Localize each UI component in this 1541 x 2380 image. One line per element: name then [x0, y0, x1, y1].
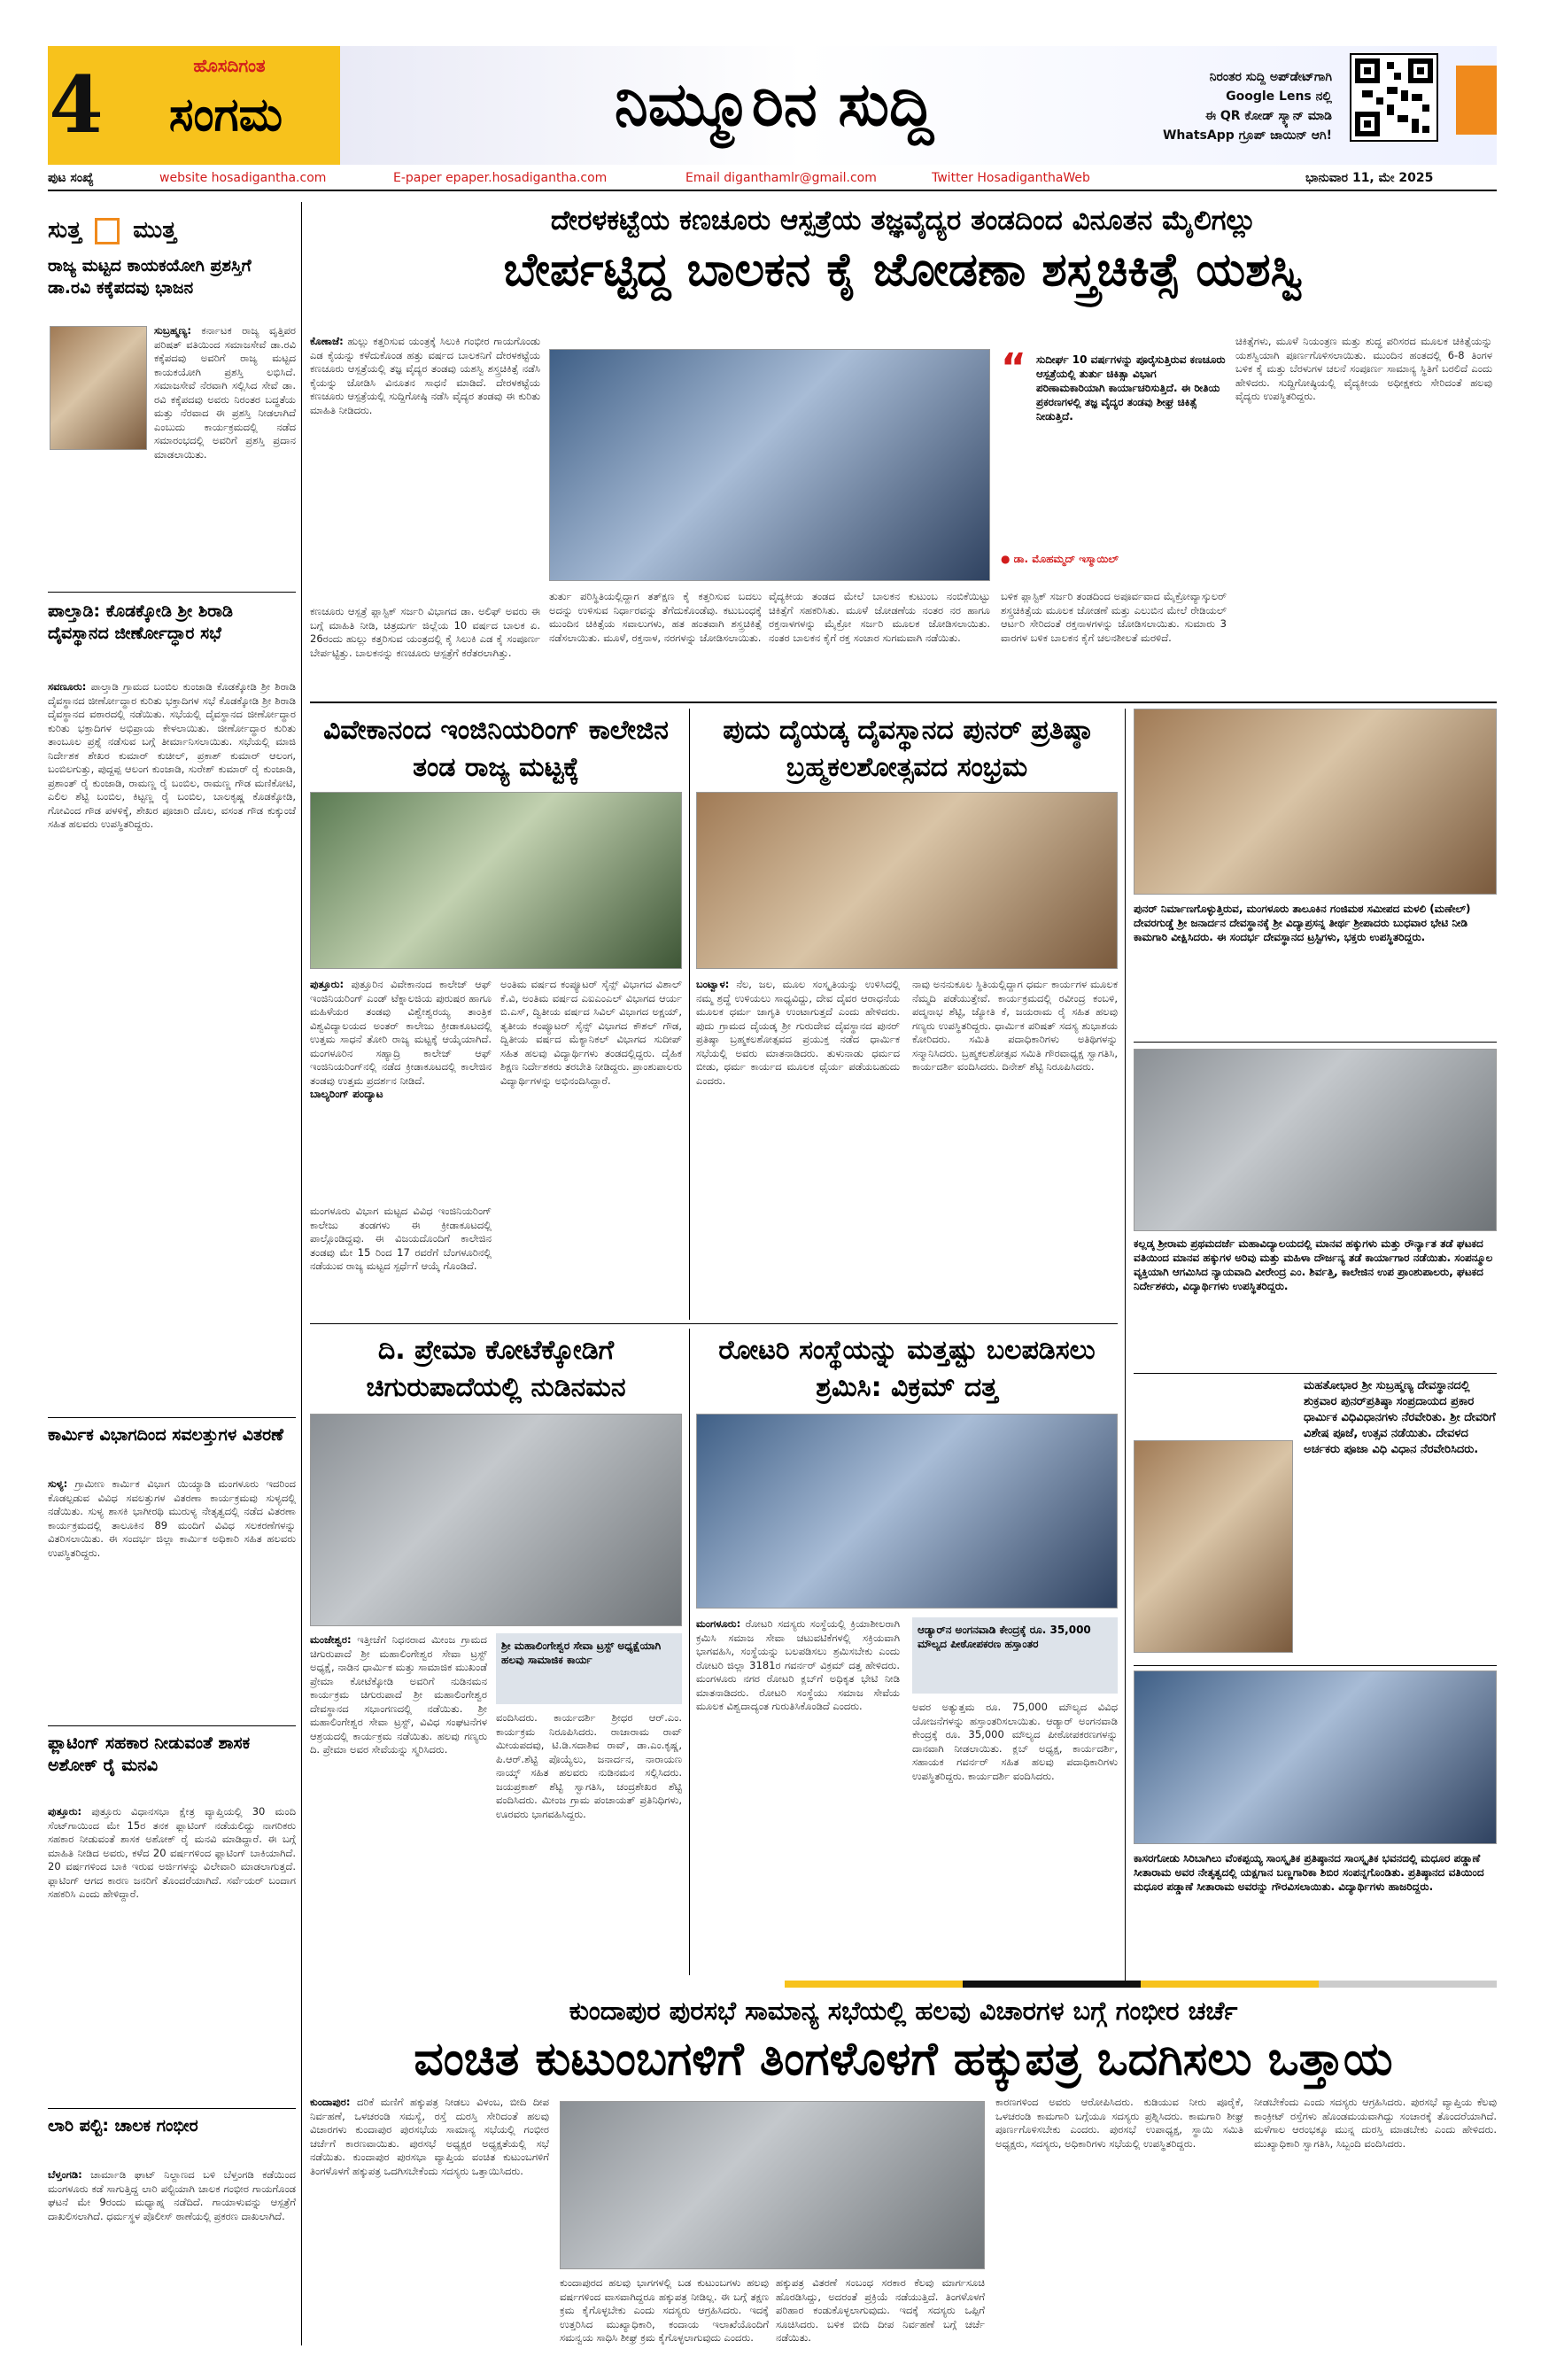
lead-body-1: ಹುಲ್ಲು ಕತ್ತರಿಸುವ ಯಂತ್ರಕ್ಕೆ ಸಿಲುಕಿ ಗಂಭೀರ ಗಾಯಗೊಂಡು ಎಡ ಕೈಯನ್ನು ಕಳೆದುಕೊಂಡ ಹತ್ತು ವರ್ಷದ ಬಾಲಕನಿಗೆ ದೇರಳಕಟ್ಟೆಯ ಕಣಚೂರು ಆಸ್ಪತ್ರೆಯಲ್ಲಿ ತಜ್ಞ ವೈದ್ಯರ ತಂಡವು ಯಶಸ್ವಿ ಶಸ್ತ್ರಚಿಕಿತ್ಸೆ ನಡೆಸಿ ಕೈಯನ್ನು ಜೋಡಿಸಿ ವಿನೂತನ ಸಾಧನೆ ಮಾಡಿದೆ. ದೇರಳಕಟ್ಟೆಯ ಕಣಚೂರು ಆಸ್ಪತ್ರೆಯಲ್ಲಿ ಸುದ್ದಿಗೋಷ್ಠಿ ನಡೆಸಿ ವೈದ್ಯರ ತಂಡವು ಈ ಕುರಿತು ಮಾಹಿತಿ ನೀಡಿದರು.: [310, 335, 540, 416]
right-divider-2: [1134, 1373, 1497, 1374]
kundapura-col-5: ನೀಡಬೇಕೆಂದು ಎಂದು ಸದಸ್ಯರು ಆಗ್ರಹಿಸಿದರು. ಪುರಸಭೆ ವ್ಯಾಪ್ತಿಯ ಕೆಲವು ಕಾಂಕ್ರೀಟ್ ರಸ್ತೆಗಳು ಹೊಂಡಮಯವಾಗಿದ್ದು ಸಂಚಾರಕ್ಕೆ ತೊಂದರೆಯಾಗಿದೆ. ಮಳೆಗಾಲ ಆರಂಭಕ್ಕೂ ಮುನ್ನ ದುರಸ್ತಿ ಮಾಡಬೇಕು ಎಂದು ಹೇಳಿದರು. ಮುಖ್ಯಾಧಿಕಾರಿ ಸ್ವಾಗತಿಸಿ, ಸಿಬ್ಬಂದಿ ವಂದಿಸಿದರು.: [1254, 2096, 1497, 2150]
lead-headline: ಬೇರ್ಪಟ್ಟಿದ್ದ ಬಾಲಕನ ಕೈ ಜೋಡಣಾ ಶಸ್ತ್ರಚಿಕಿತ್ಸೆ ಯಶಸ್ವಿ: [503, 244, 1304, 297]
qr-line-1: ನಿರಂತರ ಸುದ್ದಿ ಅಪ್‌ಡೇಟ್‌ಗಾಗಿ: [1209, 70, 1332, 84]
rotary-col-2: ಅವರ ಅತ್ಯುತ್ತಮ ರೂ. 75,000 ಮೌಲ್ಯದ ವಿವಿಧ ಯೋಜನೆಗಳನ್ನು ಹಸ್ತಾಂತರಿಸಲಾಯಿತು. ಆಡ್ಯಾರ್ ಅಂಗನವಾಡಿ ಕೇಂದ್ರಕ್ಕೆ ರೂ. 35,000 ಮೌಲ್ಯದ ಪೀಠೋಪಕರಣಗಳನ್ನು ದಾನವಾಗಿ ನೀಡಲಾಯಿತು. ಕ್ಲಬ್ ಅಧ್ಯಕ್ಷ, ಕಾರ್ಯದರ್ಶಿ, ಸಹಾಯಕ ಗವರ್ನರ್ ಸಹಿತ ಹಲವು ಪದಾಧಿಕಾರಿಗಳು ಉಪಸ್ಥಿತರಿದ್ದರು. ಕಾರ್ಯದರ್ಶಿ ವಂದಿಸಿದರು.: [912, 1701, 1118, 1782]
rotary-sidebar-box: [912, 1617, 1118, 1694]
profile-photo: [50, 326, 147, 450]
page-number: 4: [49, 58, 104, 151]
qr-line-4: WhatsApp ಗ್ರೂಪ್ ಜಾಯಿನ್ ಆಗಿ!: [1162, 128, 1332, 143]
puduvai-place: ಬಂಟ್ವಾಳ:: [696, 978, 730, 990]
prema-body: ಇತ್ತೀಚೆಗೆ ನಿಧನರಾದ ಮೀಂಜ ಗ್ರಾಮದ ಚಿಗುರುಪಾದೆ ಶ್ರೀ ಮಹಾಲಿಂಗೇಶ್ವರ ಸೇವಾ ಟ್ರಸ್ಟ್ ಅಧ್ಯಕ್ಷೆ, ನಾಡಿನ ಧಾರ್ಮಿಕ ಮತ್ತು ಸಾಮಾಜಿಕ ಮುಖಂಡೆ ಪ್ರೇಮಾ ಕೋಟೆಕ್ಕೋಡಿ ಅವರಿಗೆ ನುಡಿನಮನ ಕಾರ್ಯಕ್ರಮ ಚಿಗುರುಪಾದೆ ಶ್ರೀ ಮಹಾಲಿಂಗೇಶ್ವರ ದೇವಸ್ಥಾನದ ಸಭಾಂಗಣದಲ್ಲಿ ನಡೆಯಿತು. ಶ್ರೀ ಮಹಾಲಿಂಗೇಶ್ವರ ಸೇವಾ ಟ್ರಸ್ಟ್, ವಿವಿಧ ಸಂಘಟನೆಗಳ ಆಶ್ರಯದಲ್ಲಿ ಕಾರ್ಯಕ್ರಮ ನಡೆಯಿತು. ಹಲವು ಗಣ್ಯರು ದಿ. ಪ್ರೇಮಾ ಅವರ ಸೇವೆಯನ್ನು ಸ್ಮರಿಸಿದರು.: [310, 1633, 487, 1756]
left-story-3-text: ಗ್ರಾಮೀಣ ಕಾರ್ಮಿಕ ವಿಭಾಗ ಯಿಯ್ಯಾಡಿ ಮಂಗಳೂರು ಇದರಿಂದ ಕೊಡಲ್ಪಡುವ ವಿವಿಧ ಸವಲತ್ತುಗಳ ವಿತರಣಾ ಕಾರ್ಯಕ್ರಮವು ಸುಳ್ಯದಲ್ಲಿ ನಡೆಯಿತು. ಸುಳ್ಯ ಶಾಸಕಿ ಭಾಗೀರಥಿ ಮುರುಳ್ಯ ನೇತೃತ್ವದಲ್ಲಿ ನಡೆದ ವಿತರಣಾ ಕಾರ್ಯಕ್ರಮದಲ್ಲಿ ತಾಲೂಕಿನ 89 ಮಂದಿಗೆ ವಿವಿಧ ಸಲಕರಣೆಗಳನ್ನು ವಿತರಿಸಲಾಯಿತು. ಈ ಸಂದರ್ಭ ಜಿಲ್ಲಾ ಕಾರ್ಮಿಕ ಅಧಿಕಾರಿ ಸಹಿತ ಹಲವರು ಉಪಸ್ಥಿತರಿದ್ದರು.: [48, 1477, 296, 1559]
qr-line-2: Google Lens ನಲ್ಲಿ: [1226, 89, 1332, 104]
right-photo-4: [1134, 1671, 1497, 1963]
info-bar: [48, 168, 1497, 188]
mid-rule-2: [1125, 709, 1126, 1984]
left-story-1-place: ಸುಬ್ರಹ್ಮಣ್ಯ:: [154, 324, 191, 337]
book-icon: [95, 218, 120, 244]
color-strip: [310, 1981, 1497, 1988]
prema-place: ಮಂಜೇಶ್ವರ:: [310, 1633, 352, 1646]
left-story-5-text: ಚಾರ್ಮಾಡಿ ಘಾಟ್ ನಿಲ್ದಾಣದ ಬಳಿ ಬೆಳ್ತಂಗಡಿ ಕಡೆಯಿಂದ ಮಂಗಳೂರು ಕಡೆ ಸಾಗುತ್ತಿದ್ದ ಲಾರಿ ಪಲ್ಟಿಯಾಗಿ ಚಾಲಕ ಗಂಭೀರ ಗಾಯಗೊಂಡ ಘಟನೆ ಮೇ 9ರಂದು ಮಧ್ಯಾಹ್ನ ನಡೆದಿದೆ. ಗಾಯಾಳುವನ್ನು ಆಸ್ಪತ್ರೆಗೆ ದಾಖಲಿಸಲಾಗಿದೆ. ಧರ್ಮಸ್ಥಳ ಪೊಲೀಸ್ ಠಾಣೆಯಲ್ಲಿ ಪ್ರಕರಣ ದಾಖಲಾಗಿದೆ.: [48, 2168, 296, 2222]
puduvai-headline: ಪುದು ದೈಯಡ್ಕ ದೈವಸ್ಥಾನದ ಪುನರ್ ಪ್ರತಿಷ್ಠಾ ಬ್ರಹ್ಮಕಲಶೋತ್ಸವದ ಸಂಭ್ರಮ: [723, 715, 1091, 783]
brand-big: ಸಂಗಮ: [168, 89, 283, 142]
left-divider-3: [48, 1725, 296, 1726]
lead-col-5: ಚಿಕಿತ್ಸೆಗಳು, ಮೂಳೆ ನಿಯಂತ್ರಣ ಮತ್ತು ಶುದ್ಧ ಪರಿಸರದ ಮೂಲಕ ಚಿಕಿತ್ಸೆಯನ್ನು ಯಶಸ್ವಿಯಾಗಿ ಪೂರ್ಣಗೊಳಿಸಲಾಯಿತು. ಮುಂದಿನ ಹಂತದಲ್ಲಿ 6-8 ತಿಂಗಳ ಬಳಿಕ ಕೈ ಮತ್ತು ಬೆರಳುಗಳ ಚಲನೆ ಸಂಪೂರ್ಣ ಸಾಮಾನ್ಯ ಸ್ಥಿತಿಗೆ ಬರಲಿದೆ ಎಂದು ಹೇಳಿದರು. ಸುದ್ದಿಗೋಷ್ಠಿಯಲ್ಲಿ ವೈದ್ಯಕೀಯ ಅಧೀಕ್ಷಕರು ಸೇರಿದಂತೆ ಹಲವು ವೈದ್ಯರು ಉಪಸ್ಥಿತರಿದ್ದರು.: [1235, 335, 1492, 402]
left-story-2-text: ಪಾಲ್ತಾಡಿ ಗ್ರಾಮದ ಬಂಬಿಲ ಕುಂಜಾಡಿ ಕೊಡಕ್ಕೋಡಿ ಶ್ರೀ ಶಿರಾಡಿ ದೈವಸ್ಥಾನದ ಜೀರ್ಣೋದ್ಧಾರ ಕುರಿತು ಭಕ್ತಾದಿಗಳ ಸಭೆ ಕೊಡಕ್ಕೋಡಿ ಶ್ರೀ ಶಿರಾಡಿ ದೈವಸ್ಥಾನದ ವಠಾರದಲ್ಲಿ ನಡೆಯಿತು. ಸಭೆಯಲ್ಲಿ ದೈವಸ್ಥಾನದ ಜೀರ್ಣೋದ್ಧಾರ ಕುರಿತು ಭಕ್ತಾದಿಗಳ ಅಭಿಪ್ರಾಯ ಕೇಳಲಾಯಿತು. ಜೀರ್ಣೋದ್ಧಾರ ಕುರಿತು ತಾಂಬೂಲ ಪ್ರಶ್ನೆ ನಡೆಸುವ ಬಗ್ಗೆ ತೀರ್ಮಾನಿಸಲಾಯಿತು. ಸಭೆಯಲ್ಲಿ ಮಾಜಿ ನಿರ್ದೇಶಕ ಶೇಖರ ಕುಮಾರ್ ಕುಚೀಲ್, ಪ್ರಕಾಶ್ ಕುಮಾರ್ ಆಲಂಗ, ಬಂಬಿಲಗುತ್ತು, ಪುದ್ದಪ್ಪ ಆಲಂಗ ಕುಂಜಾಡಿ, ಸುರೇಶ್ ಕುಮಾರ್ ರೈ ಕುಂಜಾಡಿ, ಪ್ರಶಾಂತ್ ರೈ ಕುಂಜಾಡಿ, ರಾಮಣ್ಣ ರೈ ಬಂಬಿಲ, ರಾಮಣ್ಣ ಗೌಡ ಮಣಿಕೋಟಿ, ಎಲಿಲ ಶೆಟ್ಟಿ ಬಂಬಿಲ, ಕಿಟ್ಟಣ್ಣ ರೈ ಬಂಬಿಲ, ಬಾಲಕೃಷ್ಣ ಕೊಡಕ್ಕೋಡಿ, ಗೋವಿಂದ ಗೌಡ ಪಳಳಿಕ್ಕೆ, ಶೇಖರ ಪೂಜಾರಿ ದೊಲ, ವಸಂತ ಗೌಡ ಕುಕ್ಕುಂಜೆ ಸಹಿತ ಹಲವರು ಉಪಸ್ಥಿತರಿದ್ದರು.: [48, 680, 296, 830]
lead-story: [310, 202, 1497, 698]
orange-tab: [1456, 66, 1497, 135]
rotary-place: ಮಂಗಳೂರು:: [696, 1617, 741, 1630]
left-story-5-body: [48, 2168, 296, 2345]
rotary-sidebar: ಆಡ್ಯಾರ್‌ನ ಅಂಗನವಾಡಿ ಕೇಂದ್ರಕ್ಕೆ ರೂ. 35,000 ಮೌಲ್ಯದ ಪೀಠೋಪಕರಣ ಹಸ್ತಾಂತರ: [918, 1624, 1091, 1650]
vivekananda-headline: ವಿವೇಕಾನಂದ ಇಂಜಿನಿಯರಿಂಗ್ ಕಾಲೇಜಿನ ತಂಡ ರಾಜ್ಯ ಮಟ್ಟಕ್ಕೆ: [323, 715, 669, 783]
kundapura-story: [310, 1993, 1497, 2374]
left-divider-2: [48, 1417, 296, 1418]
email-link[interactable]: Email diganthamlr@gmail.com: [685, 171, 877, 185]
left-story-2-body: [48, 680, 296, 1407]
page-label: ಪುಟ ಸಂಖ್ಯೆ: [48, 171, 94, 185]
prema-sidebar: ಶ್ರೀ ಮಹಾಲಿಂಗೇಶ್ವರ ಸೇವಾ ಟ್ರಸ್ಟ್ ಅಧ್ಯಕ್ಷೆಯಾಗಿ ಹಲವು ಸಾಮಾಜಿಕ ಕಾರ್ಯ: [501, 1640, 662, 1666]
lead-quote-author-name: ಡಾ. ಮೊಹಮ್ಮದ್ ಇಸ್ಮಾಯಿಲ್: [1013, 553, 1119, 565]
puduvai-col-1: [696, 978, 900, 1311]
right-photo-1: [1134, 709, 1497, 1036]
lead-place: ಕೊಣಾಜೆ:: [310, 335, 344, 347]
vivekananda-photo: [310, 792, 682, 969]
right-photo-4-caption: ಕಾಸರಗೋಡು ಸಿರಿಬಾಗಿಲು ವೆಂಕಪ್ಪಯ್ಯ ಸಾಂಸ್ಕೃತಿಕ ಪ್ರತಿಷ್ಠಾನದ ಸಾಂಸ್ಕೃತಿಕ ಭವನದಲ್ಲಿ ಮಧೂರ ಪಡ್ಡಾಣೆ ಸೀತಾರಾಮ ಅವರ ನೇತೃತ್ವದಲ್ಲಿ ಯಕ್ಷಗಾನ ಬಣ್ಣಗಾರಿಕಾ ಶಿಬಿರ ಸಂಪನ್ನಗೊಂಡಿತು. ಪ್ರತಿಷ್ಠಾನದ ವತಿಯಿಂದ ಮಧೂರ ಪಡ್ಡಾಣೆ ಸೀತಾರಾಮ ಅವರನ್ನು ಗೌರವಿಸಲಾಯಿತು. ವಿದ್ಯಾರ್ಥಿಗಳು ಹಾಜರಿದ್ದರು.: [1134, 1852, 1484, 1893]
section-title: ನಿಮ್ಮೂರಿನ ಸುದ್ದಿ: [614, 70, 934, 140]
left-story-3-headline: ಕಾರ್ಮಿಕ ವಿಭಾಗದಿಂದ ಸವಲತ್ತುಗಳ ವಿತರಣೆ: [48, 1425, 283, 1445]
kundapura-body-1: ದರಿಕೆ ಮಣಿಗೆ ಹಕ್ಕುಪತ್ರ ನೀಡಲು ವಿಳಂಬ, ಬೀದಿ ದೀಪ ನಿರ್ವಹಣೆ, ಒಳಚರಂಡಿ ಸಮಸ್ಯೆ, ರಸ್ತೆ ದುರಸ್ತಿ ಸೇರಿದಂತೆ ಹಲವು ವಿಚಾರಗಳು ಕುಂದಾಪುರ ಪುರಸಭೆಯ ಸಾಮಾನ್ಯ ಸಭೆಯಲ್ಲಿ ಗಂಭೀರ ಚರ್ಚೆಗೆ ಕಾರಣವಾಯಿತು. ಪುರಸಭೆ ಅಧ್ಯಕ್ಷರ ಅಧ್ಯಕ್ಷತೆಯಲ್ಲಿ ಸಭೆ ನಡೆಯಿತು. ಕುಂದಾಪುರ ಪುರಸಭಾ ವ್ಯಾಪ್ತಿಯ ವಂಚಿತ ಕುಟುಂಬಗಳಿಗೆ ತಿಂಗಳೊಳಗೆ ಹಕ್ಕುಪತ್ರ ಒದಗಿಸಬೇಕೆಂದು ಸದಸ್ಯರು ಒತ್ತಾಯಿಸಿದರು.: [310, 2096, 549, 2177]
prema-story: [310, 1329, 682, 1975]
left-divider-1: [48, 592, 296, 593]
left-story-1-headline: ರಾಜ್ಯ ಮಟ್ಟದ ಕಾಯಕಯೋಗಿ ಪ್ರಶಸ್ತಿಗೆ ಡಾ.ರವಿ ಕಕ್ಕೆಪದವು ಭಾಜನ: [48, 256, 252, 298]
lead-photo-doctors: [549, 349, 990, 581]
qr-text: [1049, 67, 1332, 145]
right-photo-1-image: [1134, 709, 1497, 895]
right-photo-1-caption: ಪುನರ್ ನಿರ್ಮಾಣಗೊಳ್ಳುತ್ತಿರುವ, ಮಂಗಳೂರು ತಾಲೂಕಿನ ಗಂಜಿಮಠ ಸಮೀಪದ ಮಳಲಿ (ಮಣೇಲ್) ದೇವರಗುಡ್ಡೆ ಶ್ರೀ ಜನಾರ್ದನ ದೇವಸ್ಥಾನಕ್ಕೆ ಶ್ರೀ ವಿದ್ಯಾಪ್ರಸನ್ನ ತೀರ್ಥ ಶ್ರೀಪಾದರು ಬುಧವಾರ ಭೇಟಿ ನೀಡಿ ಕಾಮಗಾರಿ ವೀಕ್ಷಿಸಿದರು. ಈ ಸಂದರ್ಭ ದೇವಸ್ಥಾನದ ಟ್ರಸ್ಟಿಗಳು, ಭಕ್ತರು ಉಪಸ್ಥಿತರಿದ್ದರು.: [1134, 903, 1471, 943]
right-photo-2-caption: ಕಲ್ಲಡ್ಕ ಶ್ರೀರಾಮ ಪ್ರಥಮದರ್ಜೆ ಮಹಾವಿದ್ಯಾಲಯದಲ್ಲಿ ಮಾನವ ಹಕ್ಕುಗಳು ಮತ್ತು ರೌರ್ನ್ಯಾತ ತಡೆ ಘಟಕದ ವತಿಯಿಂದ ಮಾನವ ಹಕ್ಕುಗಳ ಅರಿವು ಮತ್ತು ಮಹಿಳಾ ದೌರ್ಜನ್ಯ ತಡೆ ಕಾರ್ಯಾಗಾರ ನಡೆಯಿತು. ಸಂಪನ್ಮೂಲ ವ್ಯಕ್ತಿಯಾಗಿ ಆಗಮಿಸಿದ ನ್ಯಾಯವಾದಿ ವೀರೇಂದ್ರ ಎಂ. ಶಿರ್ವತ್ತಿ, ಕಾಲೇಜಿನ ಉಪ ಪ್ರಾಂಶುಪಾಲರು, ಘಟಕದ ನಿರ್ದೇಶಕರು, ವಿದ್ಯಾರ್ಥಿಗಳು ಉಪಸ್ಥಿತರಿದ್ದರು.: [1134, 1237, 1493, 1292]
prema-col-2: ವಂದಿಸಿದರು. ಕಾರ್ಯದರ್ಶಿ ಶ್ರೀಧರ ಆರ್.ಎಂ. ಕಾರ್ಯಕ್ರಮ ನಿರೂಪಿಸಿದರು. ರಾಜಾರಾಮ ರಾವ್ ಮೀಯಪದವು, ಟಿ.ಡಿ.ಸದಾಶಿವ ರಾವ್, ಡಾ.ಎಂ.ಕೃಷ್ಣ, ಪಿ.ಆರ್.ಶೆಟ್ಟಿ ಪೊಯ್ಯೆಲು, ಜನಾರ್ದನ, ನಾರಾಯಣ ನಾಯ್ಕ್ ಸಹಿತ ಹಲವರು ನುಡಿನಮನ ಸಲ್ಲಿಸಿದರು. ಜಯಪ್ರಕಾಶ್ ಶೆಟ್ಟಿ ಸ್ವಾಗತಿಸಿ, ಚಂದ್ರಶೇಖರ ಶೆಟ್ಟಿ ವಂದಿಸಿದರು. ಮೀಂಜ ಗ್ರಾಮ ಪಂಚಾಯತ್ ಪ್ರತಿನಿಧಿಗಳು, ಊರವರು ಭಾಗವಹಿಸಿದ್ದರು.: [496, 1711, 682, 1820]
lead-kicker: ದೇರಳಕಟ್ಟೆಯ ಕಣಚೂರು ಆಸ್ಪತ್ರೆಯ ತಜ್ಞವೈದ್ಯರ ತಂಡದಿಂದ ವಿನೂತನ ಮೈಲಿಗಲ್ಲು: [550, 205, 1257, 236]
section-label-b: ಮುತ್ತ: [133, 217, 177, 244]
kundapura-kicker: ಕುಂದಾಪುರ ಪುರಸಭೆ ಸಾಮಾನ್ಯ ಸಭೆಯಲ್ಲಿ ಹಲವು ವಿಚಾರಗಳ ಬಗ್ಗೆ ಗಂಭೀರ ಚರ್ಚೆ: [569, 1996, 1238, 2026]
masthead: [48, 46, 1497, 165]
right-divider-1: [1134, 1042, 1497, 1043]
kundapura-col-1: [310, 2096, 549, 2368]
lead-col-2: ತುರ್ತು ಪರಿಸ್ಥಿತಿಯಲ್ಲಿದ್ದಾಗ ತತ್‌ಕ್ಷಣ ಕೈ ಕತ್ತರಿಸುವ ಬದಲು ಅದನ್ನು ಉಳಿಸುವ ನಿರ್ಧಾರವನ್ನು ತೆಗೆದುಕೊಂಡೆವು. ಕಟುಬಂಧಕ್ಕೆ ಮುಂದಿನ ಚಿಕಿತ್ಸೆಯ ಸವಾಲುಗಳು, ಹತ ಹಂತವಾಗಿ ಶಸ್ತ್ರಚಿಕಿತ್ಸೆ ನಡೆಸಲಾಯಿತು. ಮೂಳೆ, ರಕ್ತನಾಳ, ನರಗಳನ್ನು ಜೋಡಿಸಲಾಯಿತು.: [549, 590, 762, 644]
left-column-rule: [301, 202, 302, 2345]
left-story-4-place: ಪುತ್ತೂರು:: [48, 1805, 82, 1818]
rotary-body: ರೋಟರಿ ಸದಸ್ಯರು ಸಂಸ್ಥೆಯಲ್ಲಿ ಕ್ರಿಯಾಶೀಲರಾಗಿ ಕ್ರಮಿಸಿ ಸಮಾಜ ಸೇವಾ ಚಟುವಟಿಕೆಗಳಲ್ಲಿ ಸಕ್ರಿಯವಾಗಿ ಭಾಗವಹಿಸಿ, ಸಂಸ್ಥೆಯನ್ನು ಬಲಪಡಿಸಲು ಶ್ರಮಿಸಬೇಕು ಎಂದು ರೋಟರಿ ಜಿಲ್ಲಾ 3181ರ ಗವರ್ನರ್ ವಿಕ್ರಮ್ ದತ್ತ ಹೇಳಿದರು. ಮಂಗಳೂರು ನಗರ ರೋಟರಿ ಕ್ಲಬ್‌ಗೆ ಅಧಿಕೃತ ಭೇಟಿ ನೀಡಿ ಮಾತನಾಡಿದರು. ರೋಟರಿ ಸಂಸ್ಥೆಯು ಸಮಾಜ ಸೇವೆಯ ಮೂಲಕ ವಿಶ್ವದಾದ್ಯಂತ ಗುರುತಿಸಿಕೊಂಡಿದೆ ಎಂದರು.: [696, 1617, 900, 1712]
right-photo-2-image: [1134, 1049, 1497, 1231]
lead-col-4: ಬಳಿಕ ಪ್ಲಾಸ್ಟಿಕ್ ಸರ್ಜರಿ ತಂಡದಿಂದ ಅಪೂರ್ವವಾದ ಮೈಕ್ರೋವ್ಯಾಸ್ಕುಲರ್ ಶಸ್ತ್ರಚಿಕಿತ್ಸೆಯ ಮೂಲಕ ಜೋಡಣೆ ಮತ್ತು ಎಲುಬಿನ ಮೇಲೆ ರೇಡಿಯಲ್ ಆರ್ಟರಿ ಸೇರಿದಂತೆ ರಕ್ತನಾಳಗಳನ್ನು ಜೋಡಿಸಲಾಯಿತು. ಸುಮಾರು 3 ವಾರಗಳ ಬಳಿಕ ಬಾಲಕನ ಕೈಗೆ ಚಲನಶೀಲತೆ ಮರಳಿದೆ.: [1001, 590, 1227, 644]
mid-rule-1: [689, 709, 690, 1320]
left-story-2-headline: ಪಾಲ್ತಾಡಿ: ಕೊಡಕ್ಕೋಡಿ ಶ್ರೀ ಶಿರಾಡಿ ದೈವಸ್ಥಾನದ ಜೀರ್ಣೋದ್ಧಾರ ಸಭೆ: [48, 601, 234, 643]
twitter-link[interactable]: Twitter HosadiganthaWeb: [932, 171, 1090, 185]
kundapura-col-2: ಕುಂದಾಪುರದ ಹಲವು ಭಾಗಗಳಲ್ಲಿ ಬಡ ಕುಟುಂಬಗಳು ಹಲವು ವರ್ಷಗಳಿಂದ ವಾಸವಾಗಿದ್ದರೂ ಹಕ್ಕುಪತ್ರ ನೀಡಿಲ್ಲ. ಈ ಬಗ್ಗೆ ತಕ್ಷಣ ಕ್ರಮ ಕೈಗೊಳ್ಳಬೇಕು ಎಂದು ಸದಸ್ಯರು ಆಗ್ರಹಿಸಿದರು. ಇದಕ್ಕೆ ಉತ್ತರಿಸಿದ ಮುಖ್ಯಾಧಿಕಾರಿ, ಕಂದಾಯ ಇಲಾಖೆಯೊಂದಿಗೆ ಸಮನ್ವಯ ಸಾಧಿಸಿ ಶೀಘ್ರ ಕ್ರಮ ಕೈಗೊಳ್ಳಲಾಗುವುದು ಎಂದರು.: [560, 2276, 769, 2344]
lead-col-3: ವೈದ್ಯಕೀಯ ತಂಡದ ಮೇಲೆ ಬಾಲಕನ ಕುಟುಂಬ ನಂಬಿಕೆಯಿಟ್ಟು ಚಿಕಿತ್ಸೆಗೆ ಸಹಕರಿಸಿತು. ಮೂಳೆ ಜೋಡಣೆಯ ನಂತರ ನರ ಹಾಗೂ ರಕ್ತನಾಳಗಳನ್ನು ಮೈಕ್ರೋ ಸರ್ಜರಿ ಮೂಲಕ ಜೋಡಿಸಲಾಯಿತು. ನಂತರ ಬಾಲಕನ ಕೈಗೆ ರಕ್ತ ಸಂಚಾರ ಸುಗಮವಾಗಿ ನಡೆಯಿತು.: [769, 590, 990, 644]
left-story-3-body: [48, 1477, 296, 1717]
brand-small: ಹೊಸದಿಗಂತ: [193, 55, 266, 76]
right-photo-3-image: [1134, 1440, 1293, 1653]
rotary-photo: [696, 1414, 1118, 1609]
lead-quote-author: ● ಡಾ. ಮೊಹಮ್ಮದ್ ಇಸ್ಮಾಯಿಲ್: [1001, 553, 1119, 565]
right-photo-3: [1134, 1378, 1497, 1662]
lead-col-1: [310, 335, 540, 601]
prema-photo: [310, 1414, 682, 1626]
mid-divider-h: [310, 1323, 1118, 1324]
prema-headline: ದಿ. ಪ್ರೇಮಾ ಕೋಟೆಕ್ಕೋಡಿಗೆ ಚಿಗುರುಪಾದೆಯಲ್ಲಿ ನುಡಿನಮನ: [366, 1335, 626, 1403]
vivekananda-col-1b: ಮಂಗಳೂರು ವಿಭಾಗ ಮಟ್ಟದ ವಿವಿಧ ಇಂಜಿನಿಯರಿಂಗ್ ಕಾಲೇಜು ತಂಡಗಳು ಈ ಕ್ರೀಡಾಕೂಟದಲ್ಲಿ ಪಾಲ್ಗೊಂಡಿದ್ದವು. ಈ ವಿಜಯದೊಂದಿಗೆ ಕಾಲೇಜಿನ ತಂಡವು ಮೇ 15 ರಿಂದ 17 ರವರೆಗೆ ಬೆಂಗಳೂರಿನಲ್ಲಿ ನಡೆಯುವ ರಾಜ್ಯ ಮಟ್ಟದ ಸ್ಪರ್ಧೆಗೆ ಆಯ್ಕೆ ಗೊಂಡಿದೆ.: [310, 1205, 492, 1272]
lead-quote-box: [1001, 345, 1227, 581]
section-label-a: ಸುತ್ತ: [48, 217, 82, 244]
left-column: [48, 202, 296, 2345]
lead-bottom-rule: [310, 702, 1497, 703]
prema-col-1: [310, 1633, 487, 1970]
top-rule: [48, 190, 1497, 191]
puduvai-col-2: ನಾವು ಅನನುಕೂಲ ಸ್ಥಿತಿಯಲ್ಲಿದ್ದಾಗ ಧರ್ಮ ಕಾರ್ಯಗಳ ಮೂಲಕ ನೆಮ್ಮದಿ ಪಡೆಯುತ್ತೇವೆ. ಕಾರ್ಯಕ್ರಮದಲ್ಲಿ ರವೀಂದ್ರ ಕಂಬಳಿ, ಪದ್ಮನಾಭ ಶೆಟ್ಟಿ, ಜ್ಯೋತಿ ಕೆ, ಜಯರಾಮ ರೈ ಸಹಿತ ಹಲವು ಗಣ್ಯರು ಉಪಸ್ಥಿತರಿದ್ದರು. ಧಾರ್ಮಿಕ ಪರಿಷತ್ ಸದಸ್ಯ ಶುಭಾಶಯ ಕೋರಿದರು. ಸಮಿತಿ ಪದಾಧಿಕಾರಿಗಳು ಅತಿಥಿಗಳನ್ನು ಸನ್ಮಾನಿಸಿದರು. ಬ್ರಹ್ಮಕಲಶೋತ್ಸವ ಸಮಿತಿ ಗೌರವಾಧ್ಯಕ್ಷ ಸ್ವಾಗತಿಸಿ, ಕಾರ್ಯದರ್ಶಿ ವಂದಿಸಿದರು. ದಿನೇಶ್ ಶೆಟ್ಟಿ ನಿರೂಪಿಸಿದರು.: [912, 978, 1118, 1073]
puduvai-photo: [696, 792, 1118, 969]
puduvai-story: [696, 709, 1118, 1320]
right-divider-3: [1134, 1665, 1497, 1666]
quote-icon: “: [1001, 345, 1026, 391]
right-photo-2: [1134, 1049, 1497, 1368]
kundapura-headline: ವಂಚಿತ ಕುಟುಂಬಗಳಿಗೆ ತಿಂಗಳೊಳಗೆ ಹಕ್ಕುಪತ್ರ ಒದಗಿಸಲು ಒತ್ತಾಯ: [414, 2033, 1393, 2086]
right-photo-3-caption: ಮಹತೋಭಾರ ಶ್ರೀ ಸುಬ್ರಹ್ಮಣ್ಯ ದೇವಸ್ಥಾನದಲ್ಲಿ ಶುಕ್ರವಾರ ಪುನರ್‌ಪ್ರತಿಷ್ಠಾ ಸಂಪ್ರದಾಯದ ಪ್ರಕಾರ ಧಾರ್ಮಿಕ ವಿಧಿವಿಧಾನಗಳು ನೆರವೇರಿತು. ಶ್ರೀ ದೇವರಿಗೆ ವಿಶೇಷ ಪೂಜೆ, ಉತ್ಸವ ನಡೆಯಿತು. ದೇವಳದ ಅರ್ಚಕರು ಪೂಜಾ ವಿಧಿ ವಿಧಾನ ನೆರವೇರಿಸಿದರು.: [1304, 1379, 1496, 1456]
kundapura-place: ಕುಂದಾಪುರ:: [310, 2096, 351, 2108]
website-link[interactable]: website hosadigantha.com: [159, 171, 327, 185]
kundapura-col-3: ಹಕ್ಕುಪತ್ರ ವಿತರಣೆ ಸಂಬಂಧ ಸರಕಾರ ಕೆಲವು ಮಾರ್ಗಸೂಚಿ ಹೊರಡಿಸಿದ್ದು, ಅದರಂತೆ ಪ್ರಕ್ರಿಯೆ ನಡೆಯುತ್ತಿದೆ. ತಿಂಗಳೊಳಗೆ ಪರಿಹಾರ ಕಂಡುಕೊಳ್ಳಲಾಗುವುದು. ಇದಕ್ಕೆ ಸದಸ್ಯರು ಒಪ್ಪಿಗೆ ಸೂಚಿಸಿದರು. ಬಳಿಕ ಬೀದಿ ದೀಪ ನಿರ್ವಹಣೆ ಬಗ್ಗೆ ಚರ್ಚೆ ನಡೆಯಿತು.: [776, 2276, 985, 2344]
rotary-story: [696, 1329, 1118, 1975]
vivekananda-col-2: ಅಂತಿಮ ವರ್ಷದ ಕಂಪ್ಯೂಟರ್ ಸೈನ್ಸ್ ವಿಭಾಗದ ವಿಶಾಲ್ ಕೆ.ವಿ, ಅಂತಿಮ ವರ್ಷದ ಎಐಎಂಎಲ್ ವಿಭಾಗದ ಆರ್ಯ ಬಿ.ಎಸ್, ದ್ವಿತೀಯ ವರ್ಷದ ಸಿವಿಲ್ ವಿಭಾಗದ ಅಕ್ಷಯ್, ತೃತೀಯ ಕಂಪ್ಯೂಟರ್ ಸೈನ್ಸ್ ವಿಭಾಗದ ಕೌಶಲ್ ಗೌಡ, ದ್ವಿತೀಯ ವರ್ಷದ ಮೆಕ್ಯಾನಿಕಲ್ ವಿಭಾಗದ ಸುದೀಪ್ ಸಹಿತ ಹಲವು ವಿದ್ಯಾರ್ಥಿಗಳು ತಂಡದಲ್ಲಿದ್ದರು. ದೈಹಿಕ ಶಿಕ್ಷಣ ನಿರ್ದೇಶಕರು ತರಬೇತಿ ನೀಡಿದ್ದರು. ಪ್ರಾಂಶುಪಾಲರು ವಿದ್ಯಾರ್ಥಿಗಳನ್ನು ಅಭಿನಂದಿಸಿದ್ದಾರೆ.: [500, 978, 682, 1087]
left-story-4-text: ಪುತ್ತೂರು ವಿಧಾನಸಭಾ ಕ್ಷೇತ್ರ ವ್ಯಾಪ್ತಿಯಲ್ಲಿ 30 ಮಂದಿ ಸೆಂಟ್‌ಗಾಯಿಂದ ಮೇ 15ರ ತನಕ ಫ್ಲಾಟಿಂಗ್ ನಡೆಯಲಿದ್ದು ನಾಗರಿಕರು ಸಹಕಾರ ನೀಡುವಂತೆ ಶಾಸಕ ಅಶೋಕ್ ರೈ ಮನವಿ ಮಾಡಿದ್ದಾರೆ. ಈ ಬಗ್ಗೆ ಮಾಹಿತಿ ನೀಡಿದ ಅವರು, ಕಳೆದ 20 ವರ್ಷಗಳಿಂದ ಫ್ಲಾಟಿಂಗ್ ಬಾಕಿಯಾಗಿದೆ. 20 ವರ್ಷಗಳಿಂದ ಬಾಕಿ ಇರುವ ಅರ್ಜಿಗಳನ್ನು ವಿಲೇವಾರಿ ಮಾಡಲಾಗುತ್ತದೆ. ಫ್ಲಾಟಿಂಗ್ ಆಗದ ಕಾರಣ ಜನರಿಗೆ ತೊಂದರೆಯಾಗಿದೆ. ಸರ್ವೆಯರ್ ಬಂದಾಗ ಸಹಕರಿಸಿ ಎಂದು ಹೇಳಿದ್ದಾರೆ.: [48, 1805, 296, 1900]
prema-sidebar-box: [496, 1633, 682, 1704]
epaper-link[interactable]: E-paper epaper.hosadigantha.com: [393, 171, 608, 185]
left-story-5-place: ಬೆಳ್ತಂಗಡಿ:: [48, 2168, 82, 2181]
kundapura-photo: [560, 2101, 985, 2269]
left-story-2-place: ಸವಣೂರು:: [48, 680, 87, 693]
puduvai-body: ನೆಲ, ಜಲ, ಮೂಲ ಸಂಸ್ಕೃತಿಯನ್ನು ಉಳಿಸಿದಲ್ಲಿ ನಮ್ಮ ಶ್ರದ್ಧೆ ಉಳಿಯಲು ಸಾಧ್ಯವಿದ್ದು, ದೇವ ದೈವರ ಆರಾಧನೆಯ ಮೂಲಕ ಧರ್ಮ ಜಾಗೃತಿ ಉಂಟಾಗುತ್ತದೆ ಎಂದು ಹೇಳಿದರು. ಪುದು ಗ್ರಾಮದ ದೈಯಡ್ಕ ಶ್ರೀ ಗುರುದೇವ ದೈವಸ್ಥಾನದ ಪುನರ್ ಪ್ರತಿಷ್ಠಾ ಬ್ರಹ್ಮಕಲಶೋತ್ಸವದ ಪ್ರಯುಕ್ತ ನಡೆದ ಧಾರ್ಮಿಕ ಸಭೆಯಲ್ಲಿ ಅವರು ಮಾತನಾಡಿದರು. ತುಳುನಾಡು ಧರ್ಮದ ಬೀಡು, ಧರ್ಮ ಕಾರ್ಯದ ಮೂಲಕ ಧೈರ್ಯ ಪಡೆಯಬಹುದು ಎಂದರು.: [696, 978, 900, 1087]
left-story-4-headline: ಫ್ಲಾಟಿಂಗ್ ಸಹಕಾರ ನೀಡುವಂತೆ ಶಾಸಕ ಅಶೋಕ್ ರೈ ಮನವಿ: [48, 1733, 251, 1775]
kundapura-col-4: ಕಾರಣಗಳಿಂದ ಅವರು ಆರೋಪಿಸಿದರು. ಕುಡಿಯುವ ನೀರು ಪೂರೈಕೆ, ಒಳಚರಂಡಿ ಕಾಮಗಾರಿ ಬಗ್ಗೆಯೂ ಸದಸ್ಯರು ಪ್ರಶ್ನಿಸಿದರು. ಕಾಮಗಾರಿ ಶೀಘ್ರ ಪೂರ್ಣಗೊಳಿಸಬೇಕು ಎಂದರು. ಪುರಸಭೆ ಉಪಾಧ್ಯಕ್ಷ, ಸ್ಥಾಯಿ ಸಮಿತಿ ಅಧ್ಯಕ್ಷರು, ಸದಸ್ಯರು, ಅಧಿಕಾರಿಗಳು ಸಭೆಯಲ್ಲಿ ಉಪಸ್ಥಿತರಿದ್ದರು.: [995, 2096, 1243, 2150]
section-label: [48, 213, 296, 248]
rotary-col-1: [696, 1617, 900, 1970]
left-divider-4: [48, 2108, 296, 2109]
left-story-5-headline: ಲಾರಿ ಪಲ್ಟಿ: ಚಾಲಕ ಗಂಭೀರ: [48, 2116, 198, 2136]
vivekananda-place: ಪುತ್ತೂರು:: [310, 978, 345, 990]
qr-code-icon[interactable]: [1350, 53, 1438, 142]
lead-quote: ಸುದೀರ್ಘ 10 ವರ್ಷಗಳನ್ನು ಪೂರೈಸುತ್ತಿರುವ ಕಣಚೂರು ಆಸ್ಪತ್ರೆಯಲ್ಲಿ ತುರ್ತು ಚಿಕಿತ್ಸಾ ವಿಭಾಗ ಪರಿಣಾಮಕಾರಿಯಾಗಿ ಕಾರ್ಯಾಚರಿಸುತ್ತಿದೆ. ಈ ರೀತಿಯ ಪ್ರಕರಣಗಳಲ್ಲಿ ತಜ್ಞ ವೈದ್ಯರ ತಂಡವು ಶೀಘ್ರ ಚಿಕಿತ್ಸೆ ನೀಡುತ್ತಿದೆ.: [1036, 353, 1226, 423]
rotary-headline: ರೋಟರಿ ಸಂಸ್ಥೆಯನ್ನು ಮತ್ತಷ್ಟು ಬಲಪಡಿಸಲು ಶ್ರಮಿಸಿ: ವಿಕ್ರಮ್ ದತ್ತ: [718, 1335, 1096, 1403]
vivekananda-subhead: ಬಾಲ್ಯರಿಂಗ್ ಪಂದ್ಯಾಟ: [310, 1088, 383, 1100]
left-story-1-text: ಕರ್ನಾಟಕ ರಾಜ್ಯ ವೃತ್ತಿಪರ ಪರಿಷತ್ ವತಿಯಿಂದ ಸಮಾಜಸೇವೆ ಡಾ.ರವಿ ಕಕ್ಕೆಪದವು ಅವರಿಗೆ ರಾಜ್ಯ ಮಟ್ಟದ ಕಾಯಕಯೋಗಿ ಪ್ರಶಸ್ತಿ ಲಭಿಸಿದೆ. ಸಮಾಜಸೇವೆ ನೆರವಾಗಿ ಸಲ್ಲಿಸಿದ ಸೇವೆ ಡಾ. ರವಿ ಕಕ್ಕೆಪದವು ಅವರು ನಿರಂತರ ಬದ್ಧತೆಯ ಮತ್ತು ನೆರವಾದ ಈ ಪ್ರಶಸ್ತಿ ನೀಡಲಾಗಿದೆ ಎಂಬುದು ಕಾರ್ಯಕ್ರಮದಲ್ಲಿ ನಡೆದ ಸಮಾರಂಭದಲ್ಲಿ ಅವರಿಗೆ ಪ್ರಶಸ್ತಿ ಪ್ರದಾನ ಮಾಡಲಾಯಿತು.: [154, 324, 296, 461]
right-photo-4-image: [1134, 1671, 1497, 1844]
left-story-1-body: [154, 324, 296, 510]
qr-line-3: ಈ QR ಕೋಡ್ ಸ್ಕ್ಯಾನ್ ಮಾಡಿ: [1204, 109, 1332, 123]
issue-date: ಭಾನುವಾರ 11, ಮೇ 2025: [1305, 171, 1434, 185]
mid-rule-3: [689, 1329, 690, 1975]
left-story-3-place: ಸುಳ್ಯ:: [48, 1477, 68, 1490]
lead-col-1b: ಕಣಚೂರು ಆಸ್ಪತ್ರೆ ಪ್ಲಾಸ್ಟಿಕ್ ಸರ್ಜರಿ ವಿಭಾಗದ ಡಾ. ಅಲಿಫ್ ಅವರು ಈ ಬಗ್ಗೆ ಮಾಹಿತಿ ನೀಡಿ, ಚಿತ್ರದುರ್ಗ ಜಿಲ್ಲೆಯ 10 ವರ್ಷದ ಬಾಲಕ ಏ. 26ರಂದು ಹುಲ್ಲು ಕತ್ತರಿಸುವ ಯಂತ್ರದಲ್ಲಿ ಕೈ ಸಿಲುಕಿ ಎಡ ಕೈ ಸಂಪೂರ್ಣ ಬೇರ್ಪಟ್ಟಿತ್ತು. ಬಾಲಕನನ್ನು ಕಣಚೂರು ಆಸ್ಪತ್ರೆಗೆ ಕರೆತರಲಾಗಿತ್ತು.: [310, 605, 540, 659]
vivekananda-story: [310, 709, 682, 1320]
vivekananda-body: ಪುತ್ತೂರಿನ ವಿವೇಕಾನಂದ ಕಾಲೇಜ್ ಆಫ್ ಇಂಜಿನಿಯರಿಂಗ್ ಎಂಡ್ ಟೆಕ್ನಾಲಜಿಯ ಪುರುಷರ ಹಾಗೂ ಮಹಿಳೆಯರ ತಂಡವು ವಿಶ್ವೇಶ್ವರಯ್ಯ ತಾಂತ್ರಿಕ ವಿಶ್ವವಿದ್ಯಾಲಯದ ಅಂತರ್ ಕಾಲೇಜು ಕ್ರೀಡಾಕೂಟದಲ್ಲಿ ಉತ್ತಮ ಸಾಧನೆ ತೋರಿ ರಾಜ್ಯ ಮಟ್ಟಕ್ಕೆ ಆಯ್ಕೆಯಾಗಿದೆ. ಮಂಗಳೂರಿನ ಸಹ್ಯಾದ್ರಿ ಕಾಲೇಜ್ ಆಫ್ ಇಂಜಿನಿಯರಿಂಗ್‌ನಲ್ಲಿ ನಡೆದ ಕ್ರೀಡಾಕೂಟದಲ್ಲಿ ಕಾಲೇಜಿನ ತಂಡವು ಉತ್ತಮ ಪ್ರದರ್ಶನ ನೀಡಿದೆ.: [310, 978, 492, 1087]
